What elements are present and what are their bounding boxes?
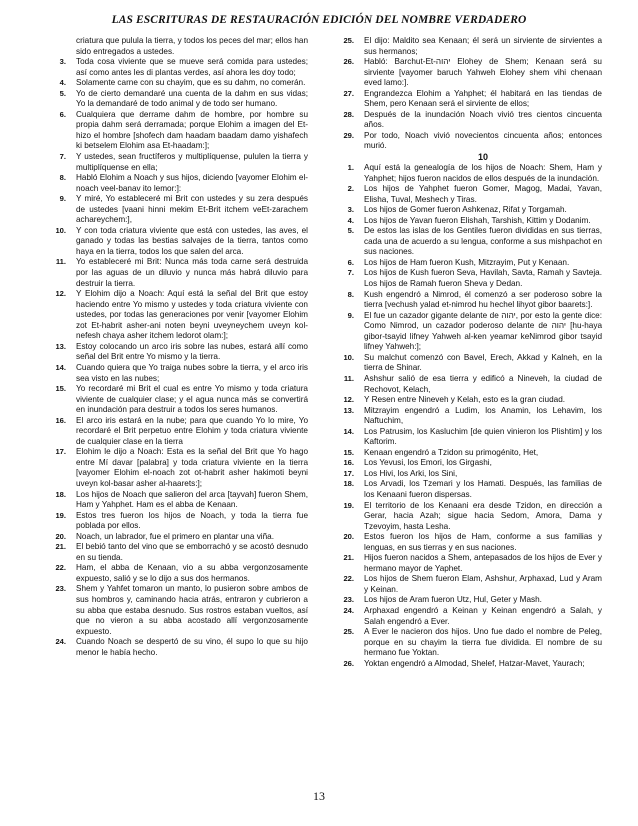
verse [42, 416, 308, 448]
verse-number: 27. [343, 88, 354, 98]
verse-number: 14. [343, 426, 354, 436]
verse-number: 10. [55, 225, 66, 235]
page-number: 13 [313, 789, 325, 803]
left-column [42, 36, 308, 658]
verse-number: 16. [55, 415, 66, 425]
verse-text: Su malchut comenzó con Bavel, Erech, Akkad y Kalneh, en la tierra de Shinar. [364, 352, 602, 373]
verse [330, 110, 602, 131]
verse-number: 12. [343, 395, 354, 405]
verse [330, 574, 602, 595]
verse-text: Solamente carne con su chayim, que es su dahm, no comerán. [76, 78, 306, 88]
verse-number: 11. [343, 373, 354, 383]
verse-number: 6. [59, 109, 66, 119]
verse-text: A Ever le nacieron dos hijos. Uno fue dado el nombre de Peleg, porque en su chayim la tierra fue dividida. El nombre de su hermano fue Yoktan. [364, 627, 602, 658]
verse [330, 226, 602, 258]
running-header: LAS ESCRITURAS DE RESTAURACIÓN EDICIÓN DEL NOMBRE VERDADERO [111, 14, 527, 26]
chapter-10-verses [330, 163, 602, 669]
verse [330, 89, 602, 110]
verse-text: Los Patrusim, los Kasluchim [de quien vinieron los Plishtim] y los Kaftorim. [364, 426, 602, 447]
verse [330, 36, 602, 57]
verse [330, 659, 602, 670]
verse-text: Cuando Noach se despertó de su vino, él supo lo que su hijo menor le había hecho. [76, 637, 308, 657]
verse [42, 194, 308, 226]
verse [42, 542, 308, 563]
verse-text: Los hijos de Aram fueron Utz, Hul, Geter y Mash. [364, 595, 542, 605]
verse-number: 8. [59, 173, 66, 183]
verse [330, 395, 602, 406]
verse-number: 25. [343, 627, 354, 637]
verse-text: Por todo, Noach vivió novecientos cincuenta años; entonces murió. [364, 130, 602, 151]
verse-number: 23. [343, 595, 354, 605]
verse-text: Hijos fueron nacidos a Shem, antepasados de los hijos de Ever y hermano mayor de Yaphet. [364, 553, 602, 573]
verse-number: 20. [343, 532, 354, 542]
verse [330, 353, 602, 374]
verse-text: De estos las islas de los Gentiles fueron divididas en sus tierras, cada una de acuerdo a su lengua, conforme a sus mishpachot en sus naciones. [364, 226, 602, 257]
verse [42, 257, 308, 289]
verse-text: criatura que pulula la tierra, y todos los peces del mar; ellos han sido entregados a ustedes. [76, 36, 308, 56]
verse [330, 448, 602, 459]
verse-number: 8. [347, 289, 354, 299]
verse [330, 458, 602, 469]
verse-text: Arphaxad engendró a Keinan y Keinan engendró a Salah, y Salah engendró a Ever. [364, 605, 602, 626]
verse-number: 22. [343, 574, 354, 584]
verse-number: 26. [343, 658, 354, 668]
verse [42, 57, 308, 78]
verse-text: Y Elohim dijo a Noach: Aquí está la señal del Brit que estoy haciendo entre Yo mismo y ustedes y toda criatura viviente con ustedes, por todas las generaciones por venir [vayomer Elohim zot Et-habrit asher-ani noten beyni uveyneychem uveyn kol-nefesh chaya asher itchem ledorot olam:]; [76, 289, 308, 341]
verse-number: 26. [343, 57, 354, 67]
verse-text: Habló Elohim a Noach y sus hijos, diciendo [vayomer Elohim el-noach veel-banav ito lemor:]: [76, 173, 308, 193]
verse [330, 311, 602, 353]
verse [330, 258, 602, 269]
verse-number: 5. [347, 226, 354, 236]
verse-number: 19. [55, 510, 66, 520]
verse-number: 13. [343, 405, 354, 415]
verse [330, 57, 602, 89]
verse-text: Yoktan engendró a Almodad, Shelef, Hatzar-Mavet, Yaurach; [364, 658, 585, 668]
verse [42, 490, 308, 511]
verse [42, 447, 308, 489]
verse-number: 24. [343, 605, 354, 615]
verse-number: 12. [55, 289, 66, 299]
verse-text: Cualquiera que derrame dahm de hombre, por hombre su propia dahm será derramada; porque Elohim a imagen del Et-hizo el hombre [shofech dam haadam baadam damo yishafech ki betselem Elohim asa Et-haadam:]; [76, 109, 308, 151]
verse [42, 363, 308, 384]
verse-text: Y miré, Yo estableceré mi Brit con ustedes y su zera después de ustedes [vaani hinni mekim Et-Brit itchem veEt-zarachem achareychem:], [76, 194, 308, 225]
verse-text: Shem y Yahfet tomaron un manto, lo pusieron sobre ambos de sus hombros y, caminando hacia atrás, entraron y cubrieron a su abba que estaba desnudo. Sus rostros estaban vueltos, así que no vieron a su abba acostado allí vergonzosamente expuesto. [76, 584, 308, 636]
verse-text: Kush engendró a Nimrod, él comenzó a ser poderoso sobre la tierra [vechush yalad et-nimrod hu hechel lihyot gibor baarets:]. [364, 289, 602, 310]
verse-number: 15. [343, 447, 354, 457]
verse [42, 89, 308, 110]
verse-number: 20. [55, 531, 66, 541]
verse-number: 23. [55, 584, 66, 594]
verse [42, 342, 308, 363]
verse [42, 226, 308, 258]
verse-text: Los hijos de Shem fueron Elam, Ashshur, Arphaxad, Lud y Aram y Keinan. [364, 574, 602, 594]
verse-text: El territorio de los Kenaani era desde Tzidon, en dirección a Gerar, hacia Azah; sigue hacia Sedom, Amora, Dama y Tzevoyim, hasta Lesha. [364, 500, 602, 531]
verse-text: Estoy colocando un arco iris sobre las nubes, estará allí como señal del Brit entre Yo mismo y la tierra. [76, 341, 308, 362]
verse-number: 28. [343, 109, 354, 119]
verse [330, 532, 602, 553]
verse [330, 205, 602, 216]
verse-text: Toda cosa viviente que se mueve será comida para ustedes; así como antes les di plantas verdes, así ahora les doy todo; [76, 57, 308, 77]
verse-text: Engrandezca Elohim a Yahphet; él habitará en las tiendas de Shem, pero Kenaan será el sirviente de ellos; [364, 88, 602, 109]
verse-number: 14. [55, 362, 66, 372]
verse-text: Yo de cierto demandaré una cuenta de la dahm en sus vidas; Yo la demandaré de todo animal y de todo ser humano. [76, 88, 308, 109]
verse-number: 21. [55, 542, 66, 552]
verse-number: 29. [343, 130, 354, 140]
verse-number: 5. [59, 88, 66, 98]
verse-text: Kenaan engendró a Tzidon su primogénito, Het, [364, 447, 539, 457]
verse-number: 22. [55, 563, 66, 573]
verse [330, 427, 602, 448]
verse-number: 19. [343, 500, 354, 510]
verse-text: Ashshur salió de esa tierra y edificó a Nineveh, la ciudad de Rechovot, Kelach, [364, 373, 602, 394]
verse-text: Y con toda criatura viviente que está con ustedes, las aves, el ganado y todas las bestias salvajes de la tierra, tantos como haya en la tierra, todos los que salen del arca. [76, 225, 308, 256]
verse-text: Los Hivi, los Arki, los Sini, [364, 468, 458, 478]
verse-text: Y ustedes, sean fructíferos y multiplíquense, pululen la tierra y multiplíquense en ella; [76, 152, 308, 172]
verse-number: 10. [343, 352, 354, 362]
verse [42, 78, 308, 89]
verse [42, 289, 308, 342]
verse [42, 110, 308, 152]
verse-number: 15. [55, 384, 66, 394]
verse-number: 11. [55, 257, 66, 267]
verse-text: Noach, un labrador, fue el primero en plantar una viña. [76, 531, 274, 541]
verse [42, 152, 308, 173]
verse [42, 563, 308, 584]
verse [330, 469, 602, 480]
right-column [330, 36, 602, 669]
verse [330, 184, 602, 205]
verse-number: 7. [59, 152, 66, 162]
verse-number: 18. [55, 489, 66, 499]
verse-text: Los hijos de Noach que salieron del arca [tayvah] fueron Shem, Ham y Yahphet. Ham es el abba de Kenaan. [76, 489, 308, 510]
verse [42, 511, 308, 532]
verse [42, 637, 308, 658]
verse [330, 479, 602, 500]
verse-number: 2. [347, 184, 354, 194]
verse [330, 606, 602, 627]
verse-number: 9. [59, 194, 66, 204]
verse-number: 3. [347, 205, 354, 215]
verse-text: El arco iris estará en la nube; para que cuando Yo lo mire, Yo recordaré el Brit perpetuo entre Elohim y toda criatura viviente de cualquier clase en la tierra [76, 415, 308, 446]
verse-number: 25. [343, 36, 354, 45]
verse-number: 3. [59, 57, 66, 67]
chapter-heading: 10 [477, 152, 488, 163]
verse-number: 9. [347, 310, 354, 320]
verse-text: Yo estableceré mi Brit: Nunca más toda carne será destruida por las aguas de un diluvio y nunca más habrá diluvio para destruir la tierra. [76, 257, 308, 288]
verse-number: 6. [347, 257, 354, 267]
verse-text: El bebió tanto del vino que se emborrachó y se acostó desnudo en su tienda. [76, 542, 308, 562]
verse-text: Después de la inundación Noach vivió tres cientos cincuenta años. [364, 109, 602, 130]
verse-text: Y Resen entre Nineveh y Kelah, esto es la gran ciudad. [364, 395, 566, 405]
verse-number: 17. [343, 468, 354, 478]
verse-number: 4. [347, 215, 354, 225]
verse-text: Ham, el abba de Kenaan, vio a su abba vergonzosamente expuesto, salió y se lo dijo a sus dos hermanos. [76, 563, 308, 583]
verse-text: Aquí está la genealogía de los hijos de Noach: Shem, Ham y Yahphet; hijos fueron nacidos de ellos después de la inundación. [364, 163, 602, 183]
verse [42, 173, 308, 194]
verse-number: 16. [343, 458, 354, 468]
verse [330, 290, 602, 311]
verse-number: 21. [343, 553, 354, 563]
verse-number: 4. [59, 78, 66, 88]
verse [330, 268, 602, 289]
verse-text: Cuando quiera que Yo traiga nubes sobre la tierra, y el arco iris sea visto en las nubes; [76, 362, 308, 383]
verse-text: Los hijos de Kush fueron Seva, Havilah, Savta, Ramah y Savteja. Los hijos de Ramah fueron Sheva y Dedan. [364, 268, 602, 289]
verse [330, 216, 602, 227]
verse [42, 584, 308, 637]
verse [330, 163, 602, 184]
verse-number: 1. [347, 163, 354, 173]
verse-text: Los hijos de Gomer fueron Ashkenaz, Rifat y Torgamah. [364, 205, 567, 215]
verse-text: El dijo: Maldito sea Kenaan; él será un sirviente de sirvientes a sus hermanos; [364, 36, 602, 56]
verse-text: Yo recordaré mi Brit el cual es entre Yo mismo y toda criatura viviente de cualquier clase; y el agua nunca más se convertirá en inundación para destruir a todos los seres humanos. [76, 384, 308, 415]
verse-text: Estos fueron los hijos de Ham, conforme a sus familias y lenguas, en sus tierras y en sus naciones. [364, 532, 602, 552]
verse-text: Los Yevusi, los Emori, los Girgashi, [364, 458, 492, 468]
verse-number: 18. [343, 479, 354, 489]
verse-number: 17. [55, 447, 66, 457]
verse-number: 13. [55, 341, 66, 351]
verse-number: 7. [347, 268, 354, 278]
chapter-9-verses [330, 36, 602, 152]
verse-text: El fue un cazador gigante delante de יהוה, por esto la gente dice: Como Nimrod, un cazador poderoso delante de יהוה [hu-haya gibor-tsayid lifney Yahweh al-ken yeamar keNimrod gibor tsayid lifney Yahweh:]; [364, 310, 602, 352]
verse-text: Habló: Barchut-Et-יהוה Elohey de Shem; Kenaan será su sirviente [vayomer baruch Yahweh Elohey shem vihi chenaan eved lamo:]. [364, 57, 602, 88]
verse-text: Los hijos de Ham fueron Kush, Mitzrayim, Put y Kenaan. [364, 257, 570, 267]
verse [330, 131, 602, 152]
verse-text: Estos tres fueron los hijos de Noach, y toda la tierra fue poblada por ellos. [76, 510, 308, 531]
verse [330, 501, 602, 533]
verse-number: 24. [55, 637, 66, 647]
verse-text: Los hijos de Yahphet fueron Gomer, Magog, Madai, Yavan, Elisha, Tuval, Meshech y Tiras. [364, 184, 602, 204]
verse [330, 595, 602, 606]
verse-text: Elohim le dijo a Noach: Esta es la señal del Brit que Yo hago entre Mí davar [palabra] y toda criatura viviente en la tierra [vayomer Elohim el-noach zot ot-habrit asher hakimoti beyni uveyn kol-basar asher al-haarets:]; [76, 447, 308, 488]
verse [330, 553, 602, 574]
verse [330, 406, 602, 427]
verse-text: Los Arvadi, los Tzemari y los Hamati. Después, las familias de los Kenaani fueron dispersas. [364, 479, 602, 499]
verse [42, 384, 308, 416]
verse [330, 627, 602, 659]
verse-text: Los hijos de Yavan fueron Elishah, Tarshish, Kittim y Dodanim. [364, 215, 591, 225]
verse [330, 374, 602, 395]
verse-text: Mitzrayim engendró a Ludim, los Anamin, los Lehavim, los Naftuchim, [364, 405, 602, 426]
verse [42, 532, 308, 543]
verse [42, 36, 308, 57]
